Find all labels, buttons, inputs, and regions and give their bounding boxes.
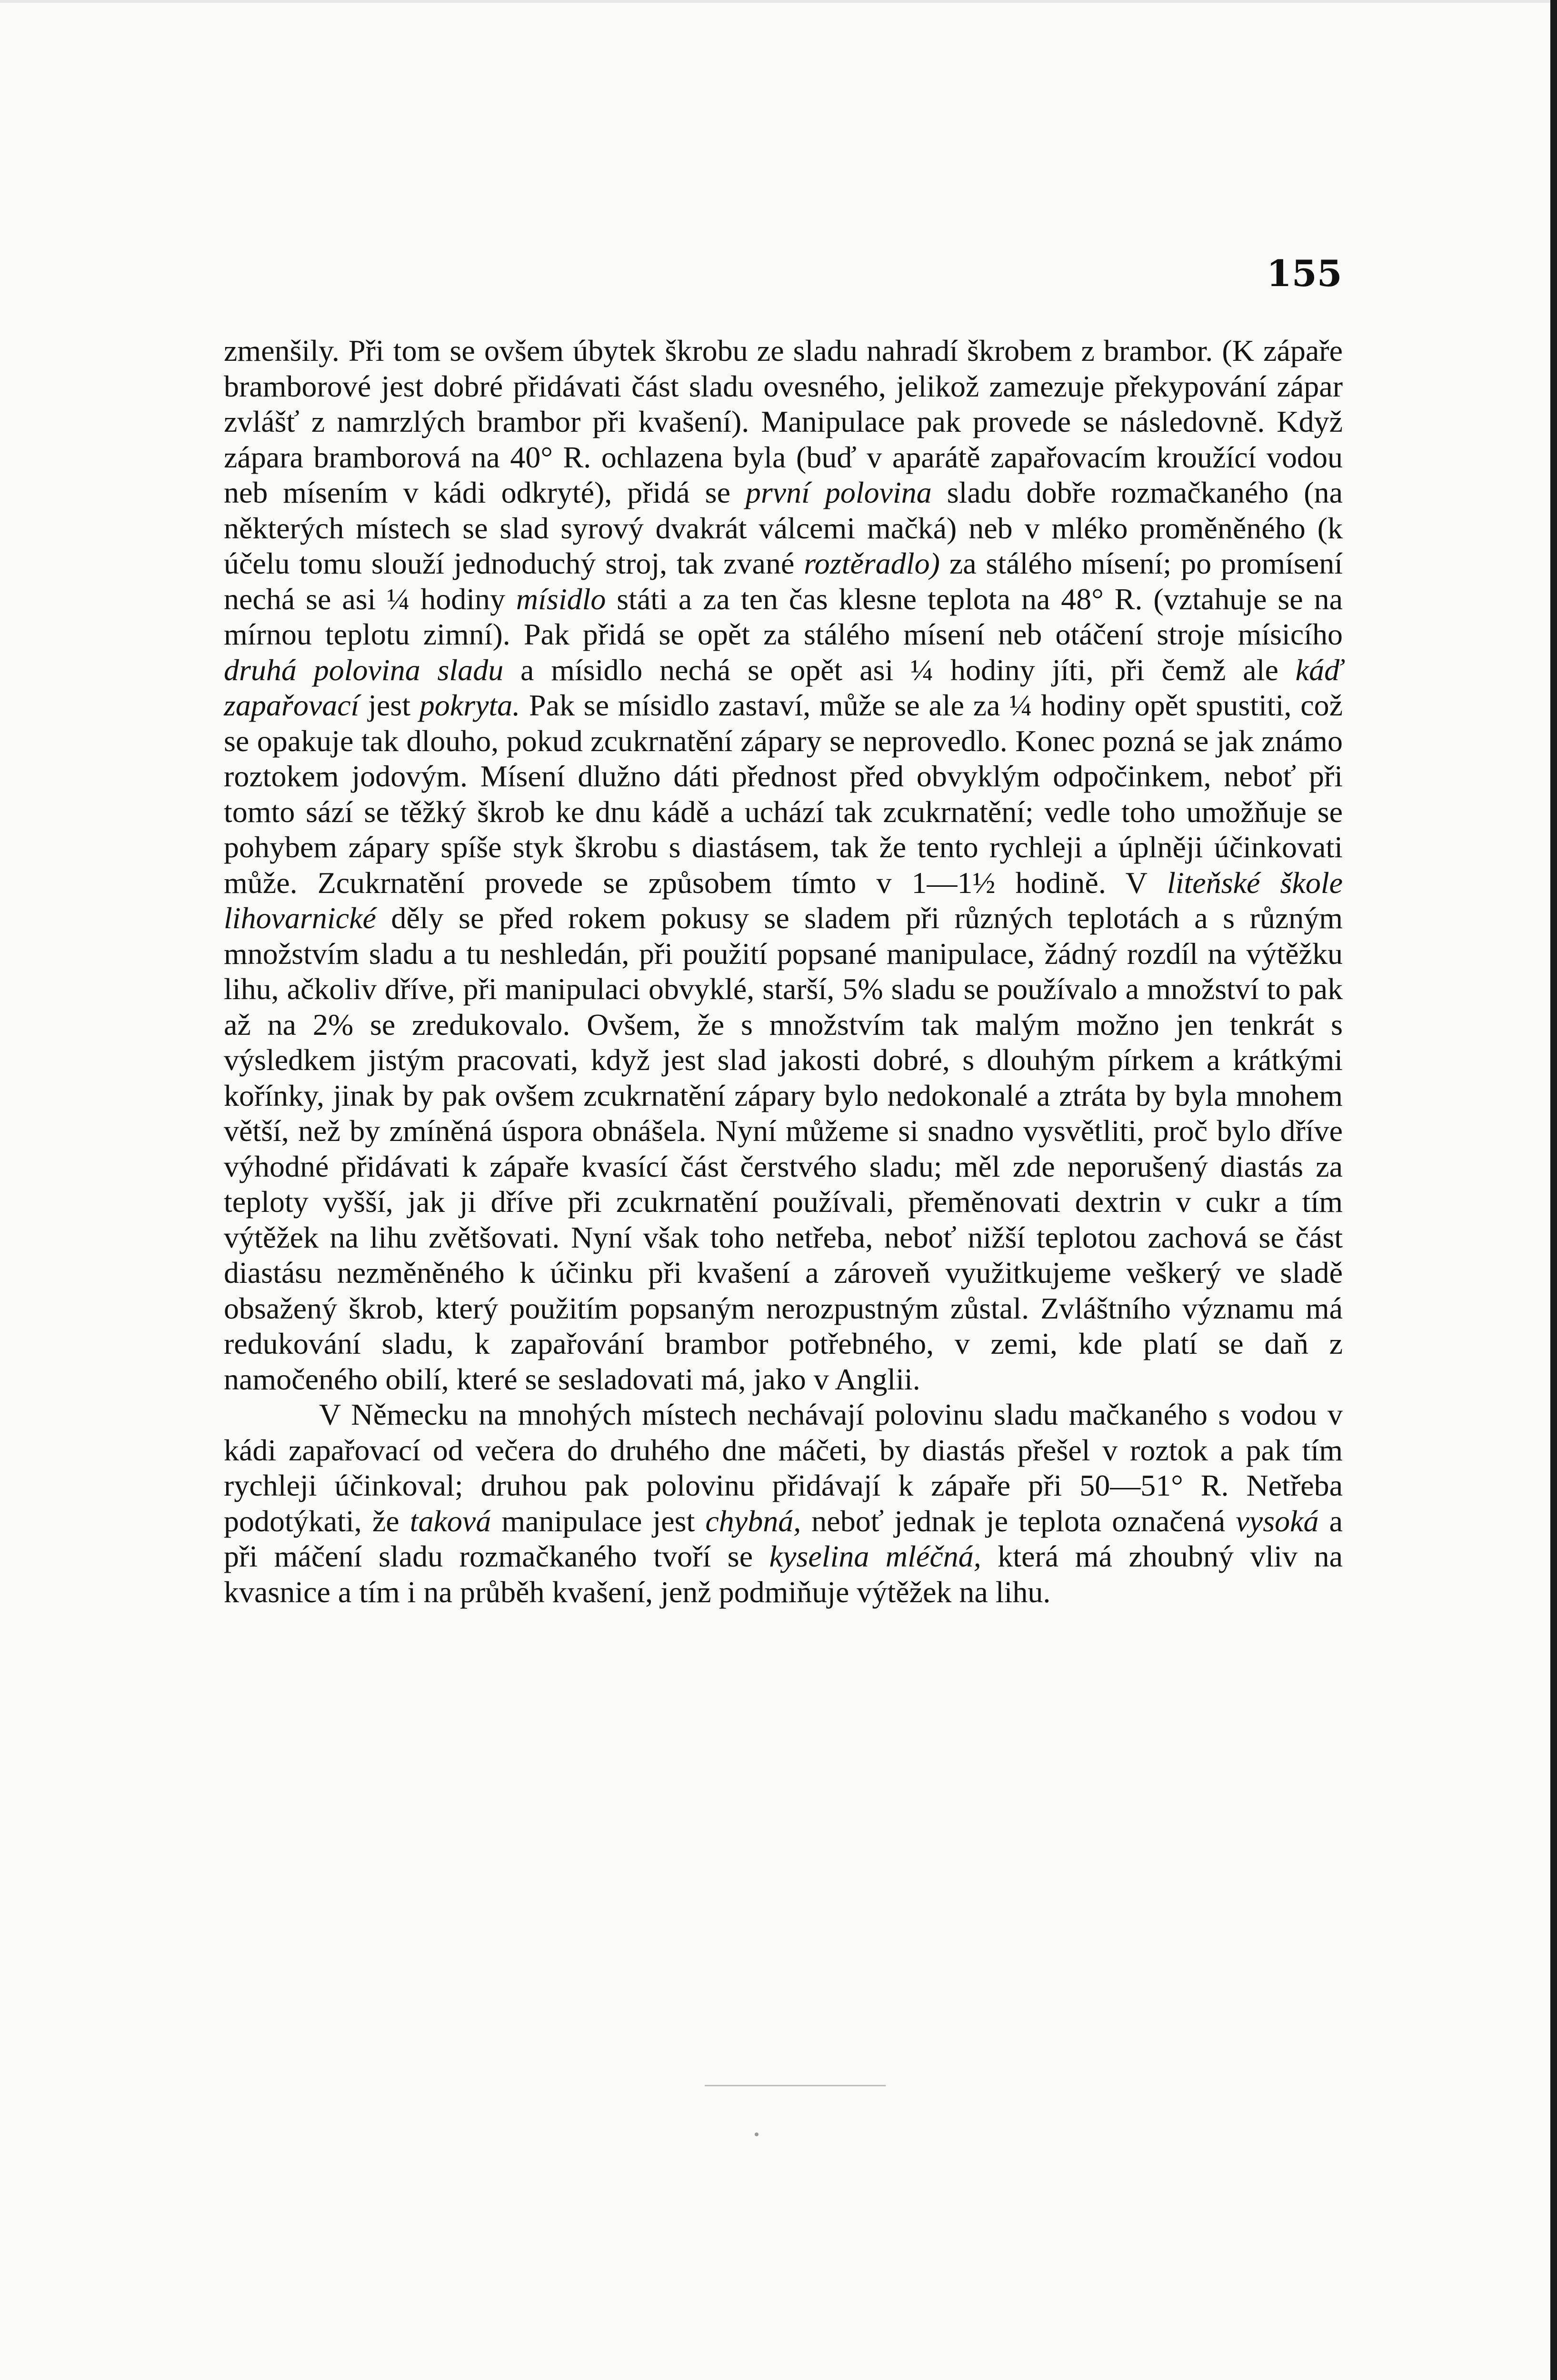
paragraph-2: V Německu na mnohých místech nechávají polovinu sladu mačkaného s vodou v kádi zapařovací od večera do druhého dne máčeti, by diastás přešel v roztok a pak tím rychleji účinkoval; druhou pak polovinu přidávají k zápaře při 50—51° R. Netřeba podotýkati, že taková manipulace jest chybná, neboť jednak je teplota označená vysoká a při máčení sladu rozmačkaného tvoří se kyselina mléčná, která má zhoubný vliv na kvasnice a tím i na průběh kvašení, jenž podmiňuje výtěžek na lihu. bbox=[224, 1398, 1343, 1609]
scan-border-right bbox=[1550, 0, 1557, 2380]
emphasis: první polovina bbox=[745, 476, 932, 509]
paragraph-1: zmenšily. Při tom se ovšem úbytek škrobu ze sladu nahradí škrobem z brambor. (K zápaře bramborové jest dobré přidávati část sladu ovesného, jelikož zamezuje překypování zápar zvlášť z namrzlých brambor při kvašení). Manipulace pak provede se následovně. Když zápara bramborová na 40° R. ochlazena byla (buď v aparátě zapařovacím kroužící vodou neb mísením v kádi odkryté), přidá se první polovina sladu dobře rozmačkaného (na některých místech se slad syrový dvakrát válcemi mačká) neb v mléko proměněného (k účelu tomu slouží jednoduchý stroj, tak zvané roztěradlo) za stálého mísení; po promísení nechá se asi ¼ hodiny mísidlo státi a za ten čas klesne teplota na 48° R. (vztahuje se na mírnou teplotu zimní). Pak přidá se opět za stálého mísení neb otáčení stroje mísicího druhá polovina sladu a mísidlo nechá se opět asi ¼ hodiny jíti, při čemž ale káď zapařovací jest pokryta. Pak se mísidlo zastaví, může se ale za ¼ hodiny opět spustiti, což se opakuje tak dlouho, pokud zcukrnatění zápary se neprovedlo. Konec pozná se jak známo roztokem jodovým. Mísení dlužno dáti přednost před obvyklým odpočinkem, neboť při tomto sází se těžký škrob ke dnu kádě a uchází tak zcukrnatění; vedle toho umožňuje se pohybem zápary spíše styk škrobu s diastásem, tak že tento rychleji a úplněji účinkovati může. Zcukrnatění provede se způsobem tímto v 1—1½ hodině. V liteňské škole lihovarnické děly se před rokem pokusy se sladem při různých teplotách a s různým množstvím sladu a tu neshledán, při použití popsané manipulace, žádný rozdíl na výtěžku lihu, ačkoliv dříve, při manipulaci obvyklé, starší, 5% sladu se používalo a množství to pak až na 2% se zredukovalo. Ovšem, že s množstvím tak malým možno jen tenkrát s výsledkem jistým pracovati, když jest slad jakosti dobré, s dlouhým pírkem a krátkými kořínky, jinak by pak ovšem zcukrnatění zápary bylo nedokonalé a ztráta by byla mnohem větší, než by zmíněná úspora obnášela. Nyní můžeme si snadno vysvětliti, proč bylo dříve výhodné přidávati k zápaře kvasící část čerstvého sladu; měl zde neporušený diastás za teploty vyšší, jak ji dříve při zcukrnatění používali, přeměnovati dextrin v cukr a tím výtěžek na lihu zvětšovati. Nyní však toho netřeba, neboť nižší teplotou zachová se část diastásu nezměněného k účinku při kvašení a zároveň využitkujeme veškerý ve sladě obsažený škrob, který použitím popsaným nerozpustným zůstal. Zvláštního významu má redukování sladu, k zapařování brambor potřebného, v zemi, kde platí se daň z namočeného obilí, které se sesladovati má, jako v Anglii. bbox=[224, 334, 1343, 1396]
emphasis: vysoká bbox=[1236, 1504, 1319, 1538]
section-rule bbox=[705, 2085, 886, 2086]
emphasis: taková bbox=[409, 1504, 491, 1538]
page-number: 155 bbox=[1267, 252, 1342, 295]
emphasis: druhá polovina sladu bbox=[224, 653, 504, 687]
emphasis: chybná, bbox=[705, 1504, 801, 1538]
emphasis: pokryta. bbox=[419, 688, 520, 722]
page-top-edge bbox=[0, 0, 1557, 3]
body-text bbox=[224, 333, 1343, 1610]
scan-speck bbox=[755, 2132, 759, 2136]
emphasis: káď zapařovací bbox=[224, 653, 1343, 722]
emphasis: liteňské škole lihovarnické bbox=[224, 865, 1343, 935]
emphasis: roztěradlo) bbox=[804, 546, 940, 580]
emphasis: mísidlo bbox=[516, 582, 606, 616]
emphasis: kyselina mléčná, bbox=[769, 1539, 981, 1573]
